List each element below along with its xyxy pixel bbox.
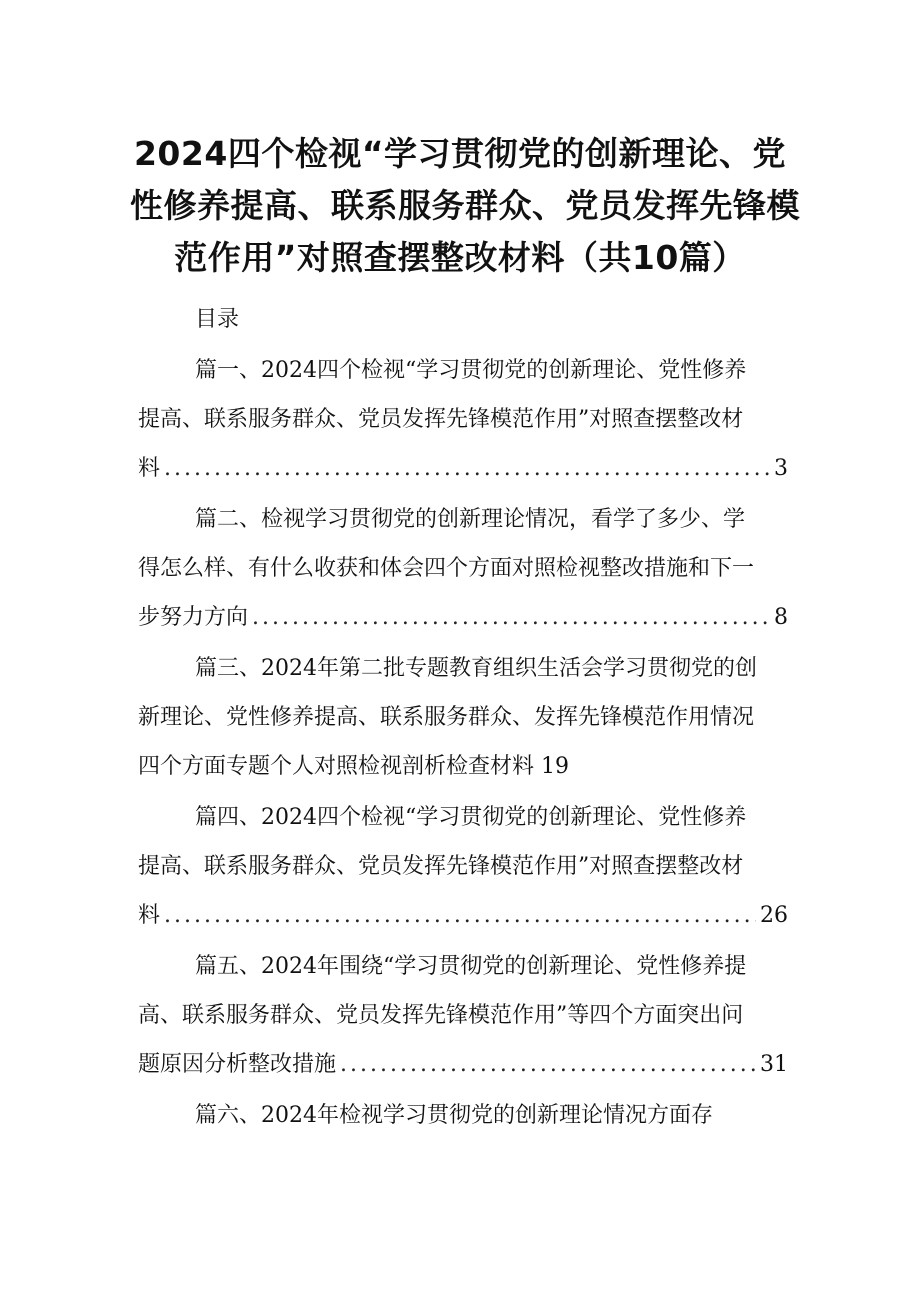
toc-entry-line: 提高、联系服务群众、党员发挥先锋模范作用”对照查摆整改材 [138, 407, 744, 432]
toc-entry-line: 篇五、2024年围绕“学习贯彻党的创新理论、党性修养提 [195, 954, 747, 979]
toc-entry-line: 篇六、2024年检视学习贯彻党的创新理论情况方面存 [195, 1103, 713, 1128]
toc-list [138, 346, 788, 1142]
toc-entry-leader-line [138, 891, 788, 940]
title-line: 范作用”对照查摆整改材料（共10篇） [174, 238, 746, 277]
title-line: 2024四个检视“学习贯彻党的创新理论、党 [133, 134, 787, 173]
toc-entry-leader-line [138, 1040, 788, 1089]
toc-entry-line: 四个方面专题个人对照检视剖析检查材料 19 [138, 754, 569, 779]
document-title [130, 128, 800, 284]
toc-heading: 目录 [195, 307, 240, 332]
toc-entry-line: 料 [138, 903, 161, 928]
dot-leader [252, 593, 770, 642]
toc-entry[interactable] [138, 495, 788, 642]
dot-leader [340, 1040, 756, 1089]
toc-entry-leader-line [138, 444, 788, 493]
dot-leader [164, 444, 770, 493]
toc-entry[interactable] [138, 942, 788, 1089]
toc-entry[interactable] [138, 793, 788, 940]
toc-entry[interactable] [138, 1091, 788, 1140]
toc-entry-line: 篇四、2024四个检视“学习贯彻党的创新理论、党性修养 [195, 805, 747, 830]
page-number: 8 [774, 605, 788, 630]
title-line: 性修养提高、联系服务群众、党员发挥先锋模 [130, 186, 800, 225]
toc-entry-line: 篇一、2024四个检视“学习贯彻党的创新理论、党性修养 [195, 358, 747, 383]
toc-entry[interactable] [138, 644, 788, 791]
toc-entry-line: 步努力方向 [138, 605, 249, 630]
toc-entry-line: 料 [138, 456, 161, 481]
toc-entry-line: 篇二、检视学习贯彻党的创新理论情况，看学了多少、学 [195, 507, 746, 532]
toc-entry-line: 题原因分析整改措施 [138, 1052, 337, 1077]
toc-entry[interactable] [138, 346, 788, 493]
dot-leader [164, 891, 756, 940]
page-number: 3 [774, 456, 788, 481]
toc-entry-line: 篇三、2024年第二批专题教育组织生活会学习贯彻党的创 [195, 656, 757, 681]
toc-entry-line: 新理论、党性修养提高、联系服务群众、发挥先锋模范作用情况 [138, 705, 755, 730]
page-number: 26 [760, 903, 788, 928]
toc-entry-leader-line [138, 593, 788, 642]
toc-entry-line: 高、联系服务群众、党员发挥先锋模范作用”等四个方面突出问 [138, 1003, 744, 1028]
toc-entry-line: 得怎么样、有什么收获和体会四个方面对照检视整改措施和下一 [138, 556, 755, 581]
toc-entry-line: 提高、联系服务群众、党员发挥先锋模范作用”对照查摆整改材 [138, 854, 744, 879]
page-number: 31 [760, 1052, 788, 1077]
